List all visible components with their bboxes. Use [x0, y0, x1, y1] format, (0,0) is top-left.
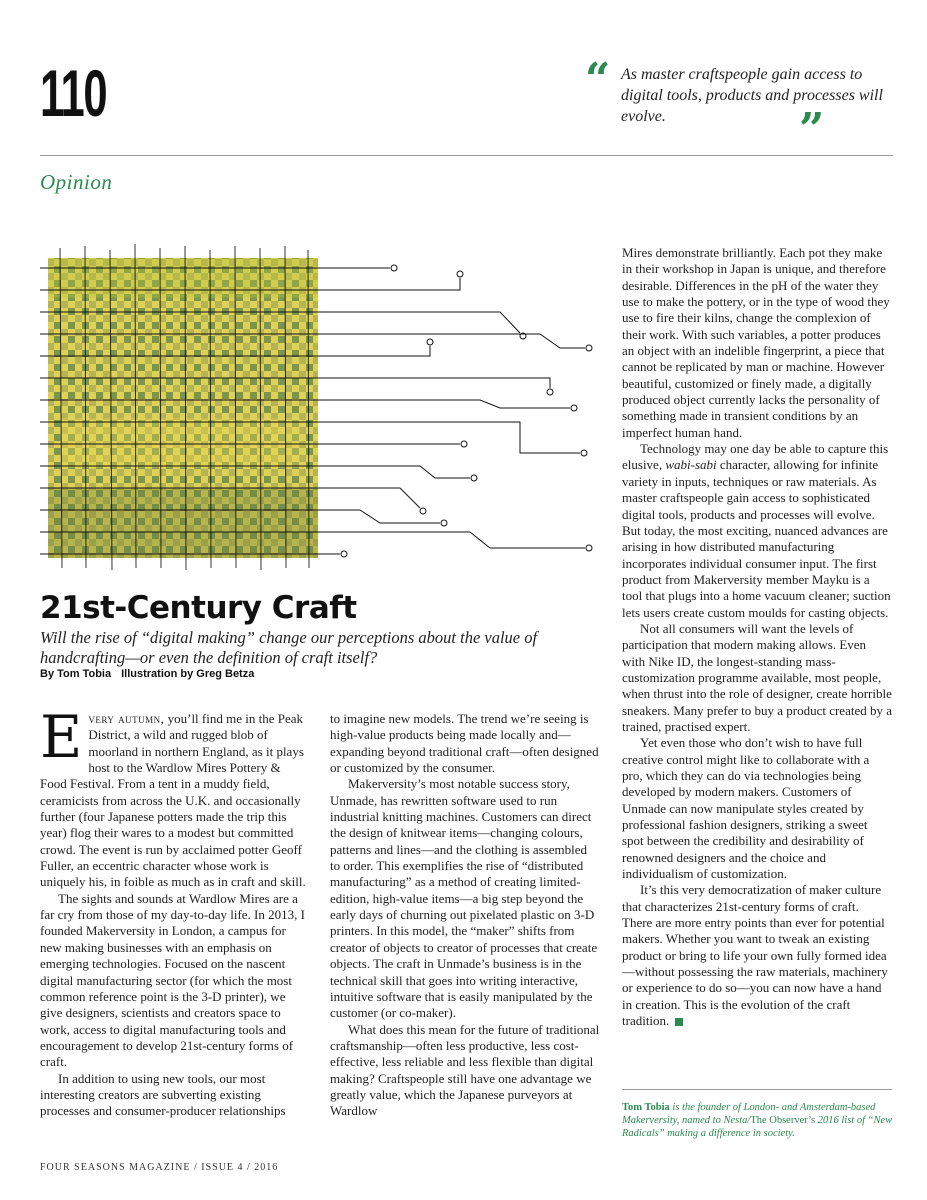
lead-in: very autumn,: [88, 711, 165, 726]
drop-cap: E: [40, 703, 83, 771]
body-paragraph: to imagine new models. The trend we’re seeing is high-value products being made locally and—expanding beyond traditional craft—often designed or customized by the consumer.: [330, 711, 599, 776]
body-paragraph: [622, 882, 892, 1029]
bio-name: Tom Tobia: [622, 1102, 670, 1113]
body-paragraph: Yet even those who don’t wish to have full creative control might like to collaborate with a pro, which they can do via technologies being developed by modern makers. Customers of Unmade can now manipulate styles created by professional fashion designers, striking a sweet spot between the credibility and desirability of renowned designers and the choice and individualism of customization.: [622, 735, 870, 882]
bio-text: 2016 list of “New Radicals” making a difference in society.: [622, 1115, 893, 1139]
body-column-2: [330, 711, 600, 1120]
close-quote-mark: ”: [799, 104, 825, 155]
headline: 21st-Century Craft: [40, 590, 357, 626]
body-column-3: [622, 245, 892, 1030]
dek: Will the rise of “digital making” change our perceptions about the value of handcrafting—or even the definition of craft itself?: [40, 628, 538, 667]
bio-rule: [622, 1089, 892, 1090]
body-paragraph: [40, 703, 310, 891]
body-column-1: [40, 703, 310, 1120]
paragraph-text: you’ll find me in the Peak District, a wild and rugged blob of moorland in northern England, as it plays host to the Wardlow Mires Pottery & Food Festival. From a tent in a muddy field, ceramicists from across the U.K. and occasionally further (four Japanese potters made the trip this year) flog their wares to a modest but committed crowd. The event is run by acclaimed potter Geoff Fuller, an eccentric character whose work is uniquely his, in foible as much as in craft and skill.: [40, 711, 306, 890]
body-paragraph: Makerversity’s most notable success story, Unmade, has rewritten software used to run industrial knitting machines. Customers can direct the design of knitwear items—changing colours, patterns and lines—and the clothing is assembled to order. This exemplifies the rise of “distributed manufacturing” as a method of creating limited-edition, high-value items—a big step beyond the early days of churning out pixelated plastic on 3-D printers. In this model, the “maker” shifts from creator of objects to creator of processes that create objects. The craft in Unmade’s business is in the technical skill that goes into writing interactive, intuitive software that is easily manipulated by the customer (or co-maker).: [330, 776, 598, 1021]
pull-quote: [585, 54, 885, 155]
end-mark-icon: [675, 1018, 683, 1026]
page-number: 110: [40, 56, 107, 130]
paragraph-text: It’s this very democratization of maker culture that characterizes 21st-century forms of craft. There are more entry points than ever for potential makers. Whether you want to tweak an existing product or bring to life your own fully formed idea—without possessing the raw materials, machinery or experience to do so—you can now have a hand in creation. This is the evolution of the craft tradition.: [622, 882, 888, 1029]
body-paragraph: What does this mean for the future of traditional craftsmanship—often less productive, less cost-effective, less reliable and less flexible than digital making? Craftspeople still have one advantage we greatly value, which the Japanese purveyors at Wardlow: [330, 1021, 600, 1119]
header-rule: [40, 155, 893, 156]
body-paragraph: The sights and sounds at Wardlow Mires are a far cry from those of my day-to-day life. In 2013, I founded Makerversity in London, a campus for new making businesses with an emphasis on emerging technologies. Focused on the nascent digital manufacturing sector (for which the most common reference point is the 3-D printer), we give designers, scientists and creators space to work, access to digital manufacturing tools and encouragement to develop 21st-century forms of craft.: [40, 890, 305, 1070]
section-label: Opinion: [40, 170, 113, 194]
paragraph-text: Technology may one day be able to capture this elusive,: [622, 441, 889, 473]
emphasis-text: wabi-sabi: [665, 457, 717, 473]
pull-quote-text: As master craftspeople gain access to digital tools, products and processes will evolve.: [621, 66, 883, 125]
body-paragraph: [622, 441, 892, 621]
circuit-weave-illustration: [40, 238, 610, 578]
body-paragraph: Mires demonstrate brilliantly. Each pot they make in their workshop in Japan is unique, and therefore desirable. Differences in the pH of the water they use to make the pottery, or in the type of wood they use to fire their kilns, change the complexion of their work. With such variables, a potter produces an object with an indelible fingerprint, a piece that cannot be replicated by man or machine. However beautiful, customized or finely made, a digitally produced object currently lacks the personality of something made in transient conditions by an imperfect human hand.: [622, 245, 890, 440]
byline: [40, 668, 254, 680]
body-paragraph: Not all consumers will want the levels of participation that modern making allows. Even with Nike ID, the longest-standing mass-customization programme available, most people, when thrust into the role of designer, create horrible sneakers. Many prefer to buy a product created by a trained, practised expert.: [622, 620, 892, 734]
footer: FOUR SEASONS MAGAZINE / ISSUE 4 / 2016: [40, 1162, 279, 1173]
bio-text: is the founder of London- and Amsterdam-based Makerversity, named to Nesta/: [622, 1102, 876, 1126]
author-credit: By Tom Tobia: [40, 668, 112, 680]
illustrator-credit: Illustration by Greg Betza: [121, 668, 255, 680]
bio-publication: The Observer’s: [750, 1115, 816, 1126]
paragraph-text: character, allowing for infinite variety in inputs, techniques or raw materials. As master craftspeople gain access to sophisticated digital tools, products and processes will evolve. But today, the most exciting, nuanced advances are arising in how distributed manufacturing incorporates individual consumer input. The first product from Makerversity member Mayku is a tool that plugs into a home vacuum cleaner; suction lets users create custom moulds for casting objects.: [622, 457, 891, 620]
author-bio: [622, 1101, 897, 1140]
body-paragraph: In addition to using new tools, our most interesting creators are subverting existing processes and consumer-producer relationships: [40, 1070, 286, 1119]
open-quote-mark: “: [585, 54, 611, 105]
